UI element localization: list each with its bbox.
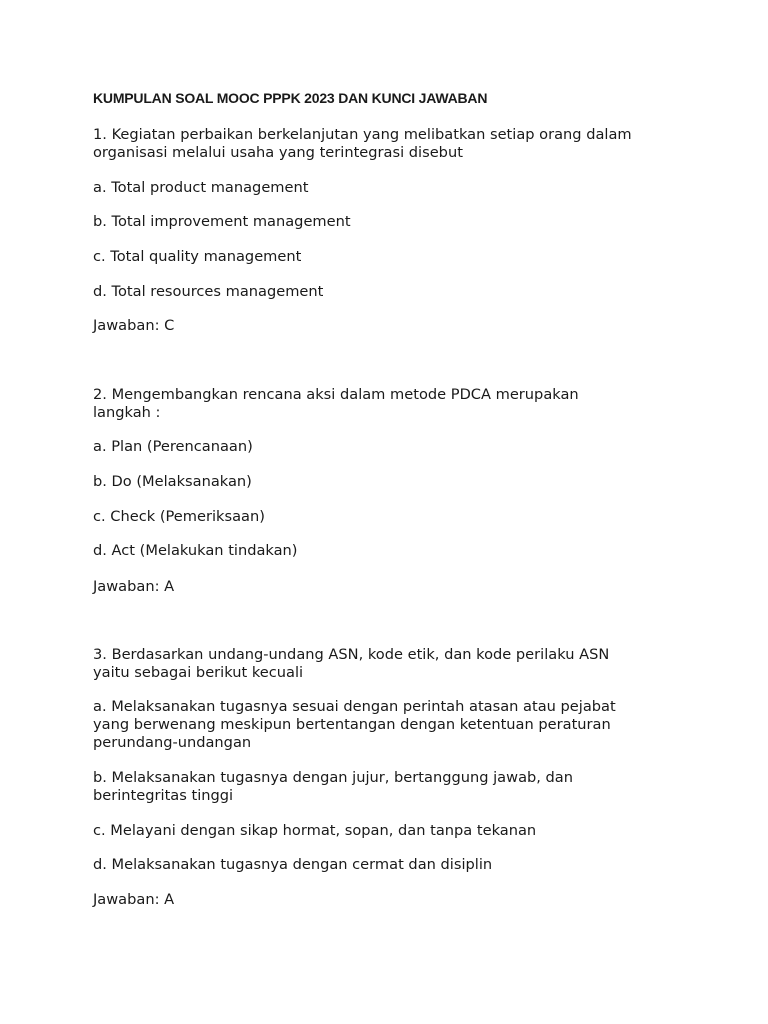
question-3-text-line-1: 3. Berdasarkan undang-undang ASN, kode etik, dan kode perilaku ASN xyxy=(93,646,610,663)
question-1-text-line-2: organisasi melalui usaha yang terintegrasi disebut xyxy=(93,144,463,161)
question-3-option-c: c. Melayani dengan sikap hormat, sopan, dan tanpa tekanan xyxy=(93,822,537,839)
question-3-option-a-line-2: yang berwenang meskipun bertentangan dengan ketentuan peraturan xyxy=(93,716,611,733)
question-2-option-a: a. Plan (Perencanaan) xyxy=(93,438,253,455)
question-2-text-line-2: langkah : xyxy=(93,404,161,421)
question-1-text-line-1: 1. Kegiatan perbaikan berkelanjutan yang melibatkan setiap orang dalam xyxy=(93,126,632,143)
question-1-option-d: d. Total resources management xyxy=(93,283,324,300)
question-2-option-d: d. Act (Melakukan tindakan) xyxy=(93,542,298,559)
question-3-option-b-line-1: b. Melaksanakan tugasnya dengan jujur, bertanggung jawab, dan xyxy=(93,769,574,786)
question-3-answer: Jawaban: A xyxy=(93,891,175,908)
question-2-answer: Jawaban: A xyxy=(93,578,175,595)
question-3-option-a-line-3: perundang-undangan xyxy=(93,734,252,751)
question-1-option-b: b. Total improvement management xyxy=(93,213,351,230)
question-3-text-line-2: yaitu sebagai berikut kecuali xyxy=(93,664,304,681)
question-3-option-b-line-2: berintegritas tinggi xyxy=(93,787,234,804)
question-1-option-a: a. Total product management xyxy=(93,179,309,196)
question-3-option-d: d. Melaksanakan tugasnya dengan cermat dan disiplin xyxy=(93,856,493,873)
question-1-answer: Jawaban: C xyxy=(93,317,175,334)
question-2-text-line-1: 2. Mengembangkan rencana aksi dalam metode PDCA merupakan xyxy=(93,386,579,403)
question-3-option-a-line-1: a. Melaksanakan tugasnya sesuai dengan perintah atasan atau pejabat xyxy=(93,698,616,715)
question-1-option-c: c. Total quality management xyxy=(93,248,302,265)
question-2-option-c: c. Check (Pemeriksaan) xyxy=(93,508,265,525)
document-title: KUMPULAN SOAL MOOC PPPK 2023 DAN KUNCI JAWABAN xyxy=(93,90,488,106)
question-2-option-b: b. Do (Melaksanakan) xyxy=(93,473,252,490)
